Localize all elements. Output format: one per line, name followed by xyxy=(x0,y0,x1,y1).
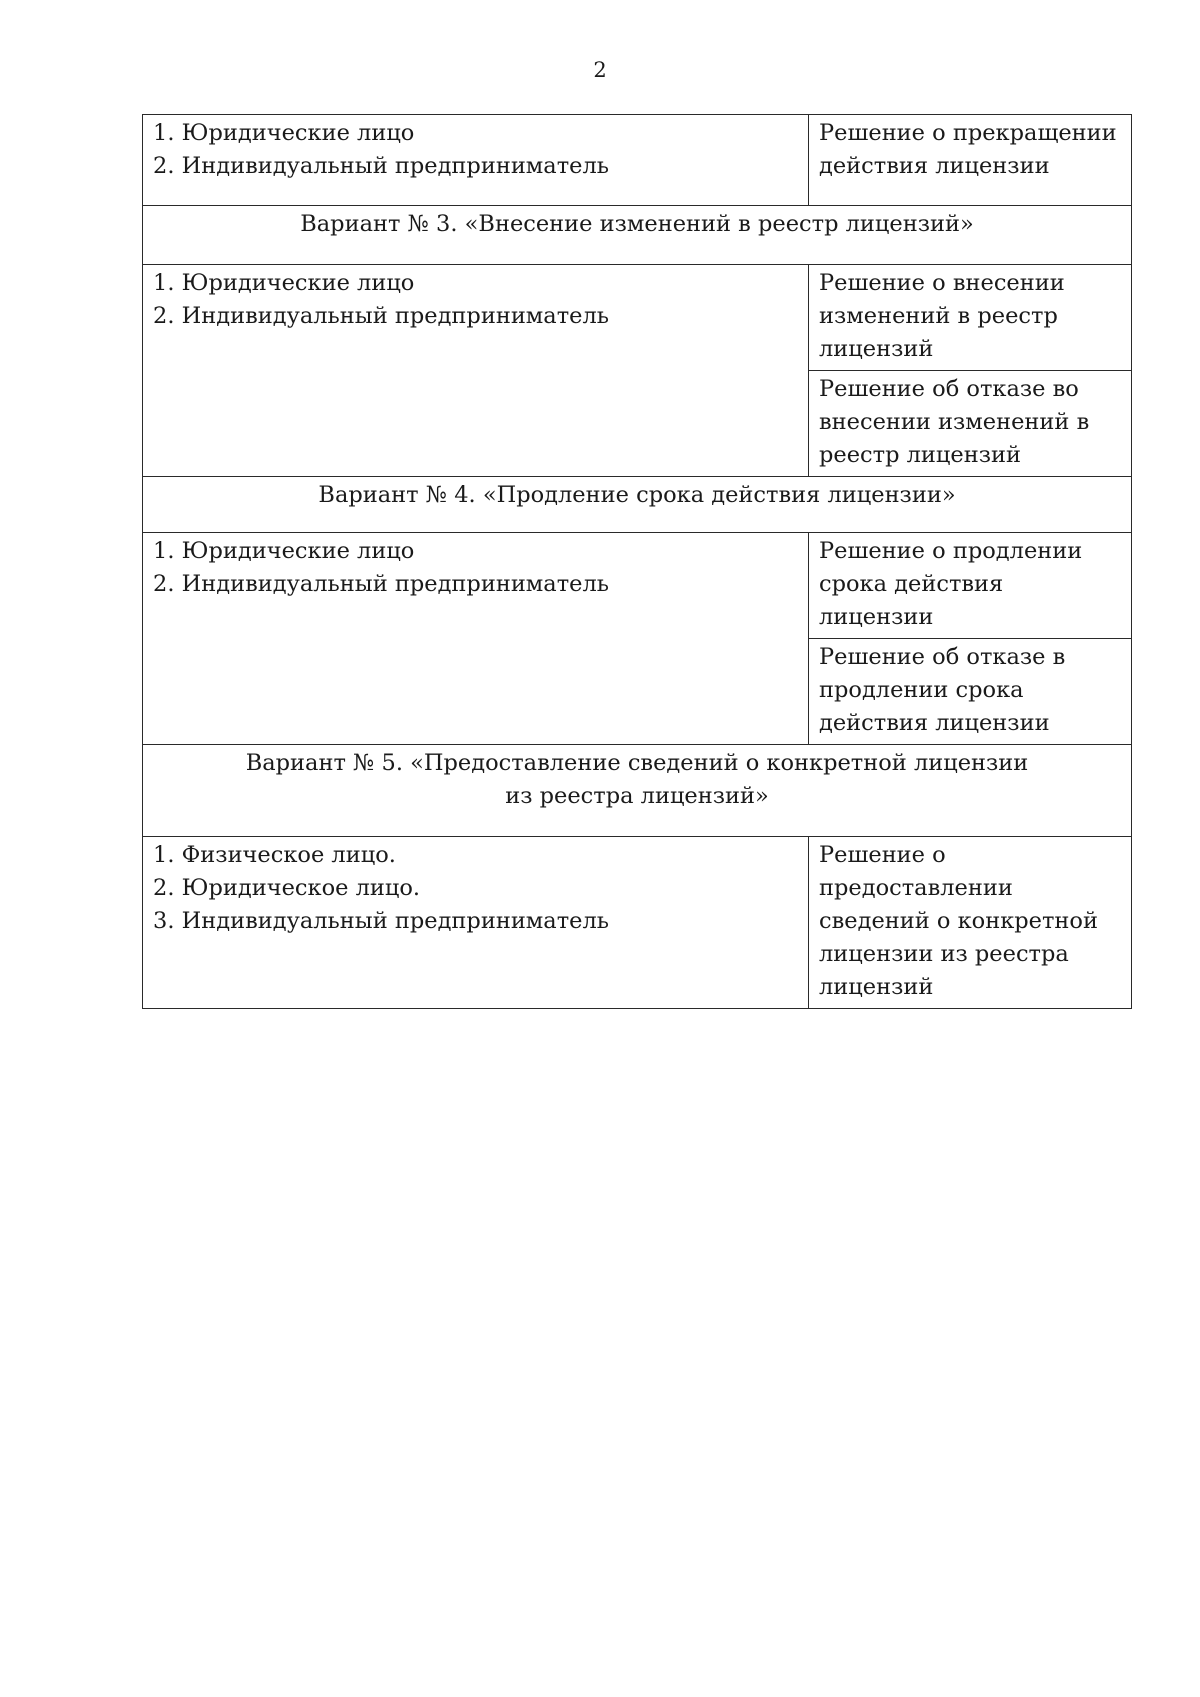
variant-title-text: Вариант № 3. «Внесение изменений в реестр лицензий» xyxy=(300,211,974,237)
result-cell xyxy=(809,265,1132,371)
result-text: Решение о предоставлении сведений о конкретной лицензии из реестра лицензий xyxy=(819,842,1098,1000)
table-row xyxy=(143,115,1132,206)
applicant-item: 1. Юридические лицо xyxy=(153,120,415,146)
table-row xyxy=(143,265,1132,371)
applicant-item: 2. Индивидуальный предприниматель xyxy=(153,153,610,179)
applicant-item: 2. Индивидуальный предприниматель xyxy=(153,571,610,597)
applicants-cell xyxy=(143,115,809,206)
variant-header-row xyxy=(143,206,1132,265)
variant-3-title xyxy=(143,206,1132,265)
variant-5-title xyxy=(143,745,1132,837)
result-text: Решение о прекращении действия лицензии xyxy=(819,120,1117,179)
applicant-item: 2. Индивидуальный предприниматель xyxy=(153,303,610,329)
result-text: Решение о продлении срока действия лицензии xyxy=(819,538,1083,630)
variant-4-title xyxy=(143,477,1132,533)
result-cell xyxy=(809,639,1132,745)
variants-table xyxy=(142,114,1132,1009)
applicants-cell xyxy=(143,265,809,477)
result-cell xyxy=(809,115,1132,206)
result-text: Решение об отказе в продлении срока действия лицензии xyxy=(819,644,1066,736)
result-cell xyxy=(809,371,1132,477)
result-cell xyxy=(809,837,1132,1009)
applicant-item: 2. Юридическое лицо. xyxy=(153,875,421,901)
page-number: 2 xyxy=(593,58,607,82)
result-cell xyxy=(809,533,1132,639)
applicant-item: 1. Юридические лицо xyxy=(153,270,415,296)
variant-title-text: Вариант № 4. «Продление срока действия лицензии» xyxy=(318,482,956,508)
variant-header-row xyxy=(143,477,1132,533)
variant-title-text: Вариант № 5. «Предоставление сведений о конкретной лицензии xyxy=(245,750,1029,776)
result-text: Решение о внесении изменений в реестр лицензий xyxy=(819,270,1065,362)
applicants-cell xyxy=(143,837,809,1009)
applicant-item: 1. Юридические лицо xyxy=(153,538,415,564)
variant-title-text: из реестра лицензий» xyxy=(505,783,769,809)
table-row xyxy=(143,533,1132,639)
table-row xyxy=(143,837,1132,1009)
applicants-cell xyxy=(143,533,809,745)
applicant-item: 1. Физическое лицо. xyxy=(153,842,396,868)
result-text: Решение об отказе во внесении изменений в реестр лицензий xyxy=(819,376,1090,468)
variant-header-row xyxy=(143,745,1132,837)
applicant-item: 3. Индивидуальный предприниматель xyxy=(153,908,610,934)
